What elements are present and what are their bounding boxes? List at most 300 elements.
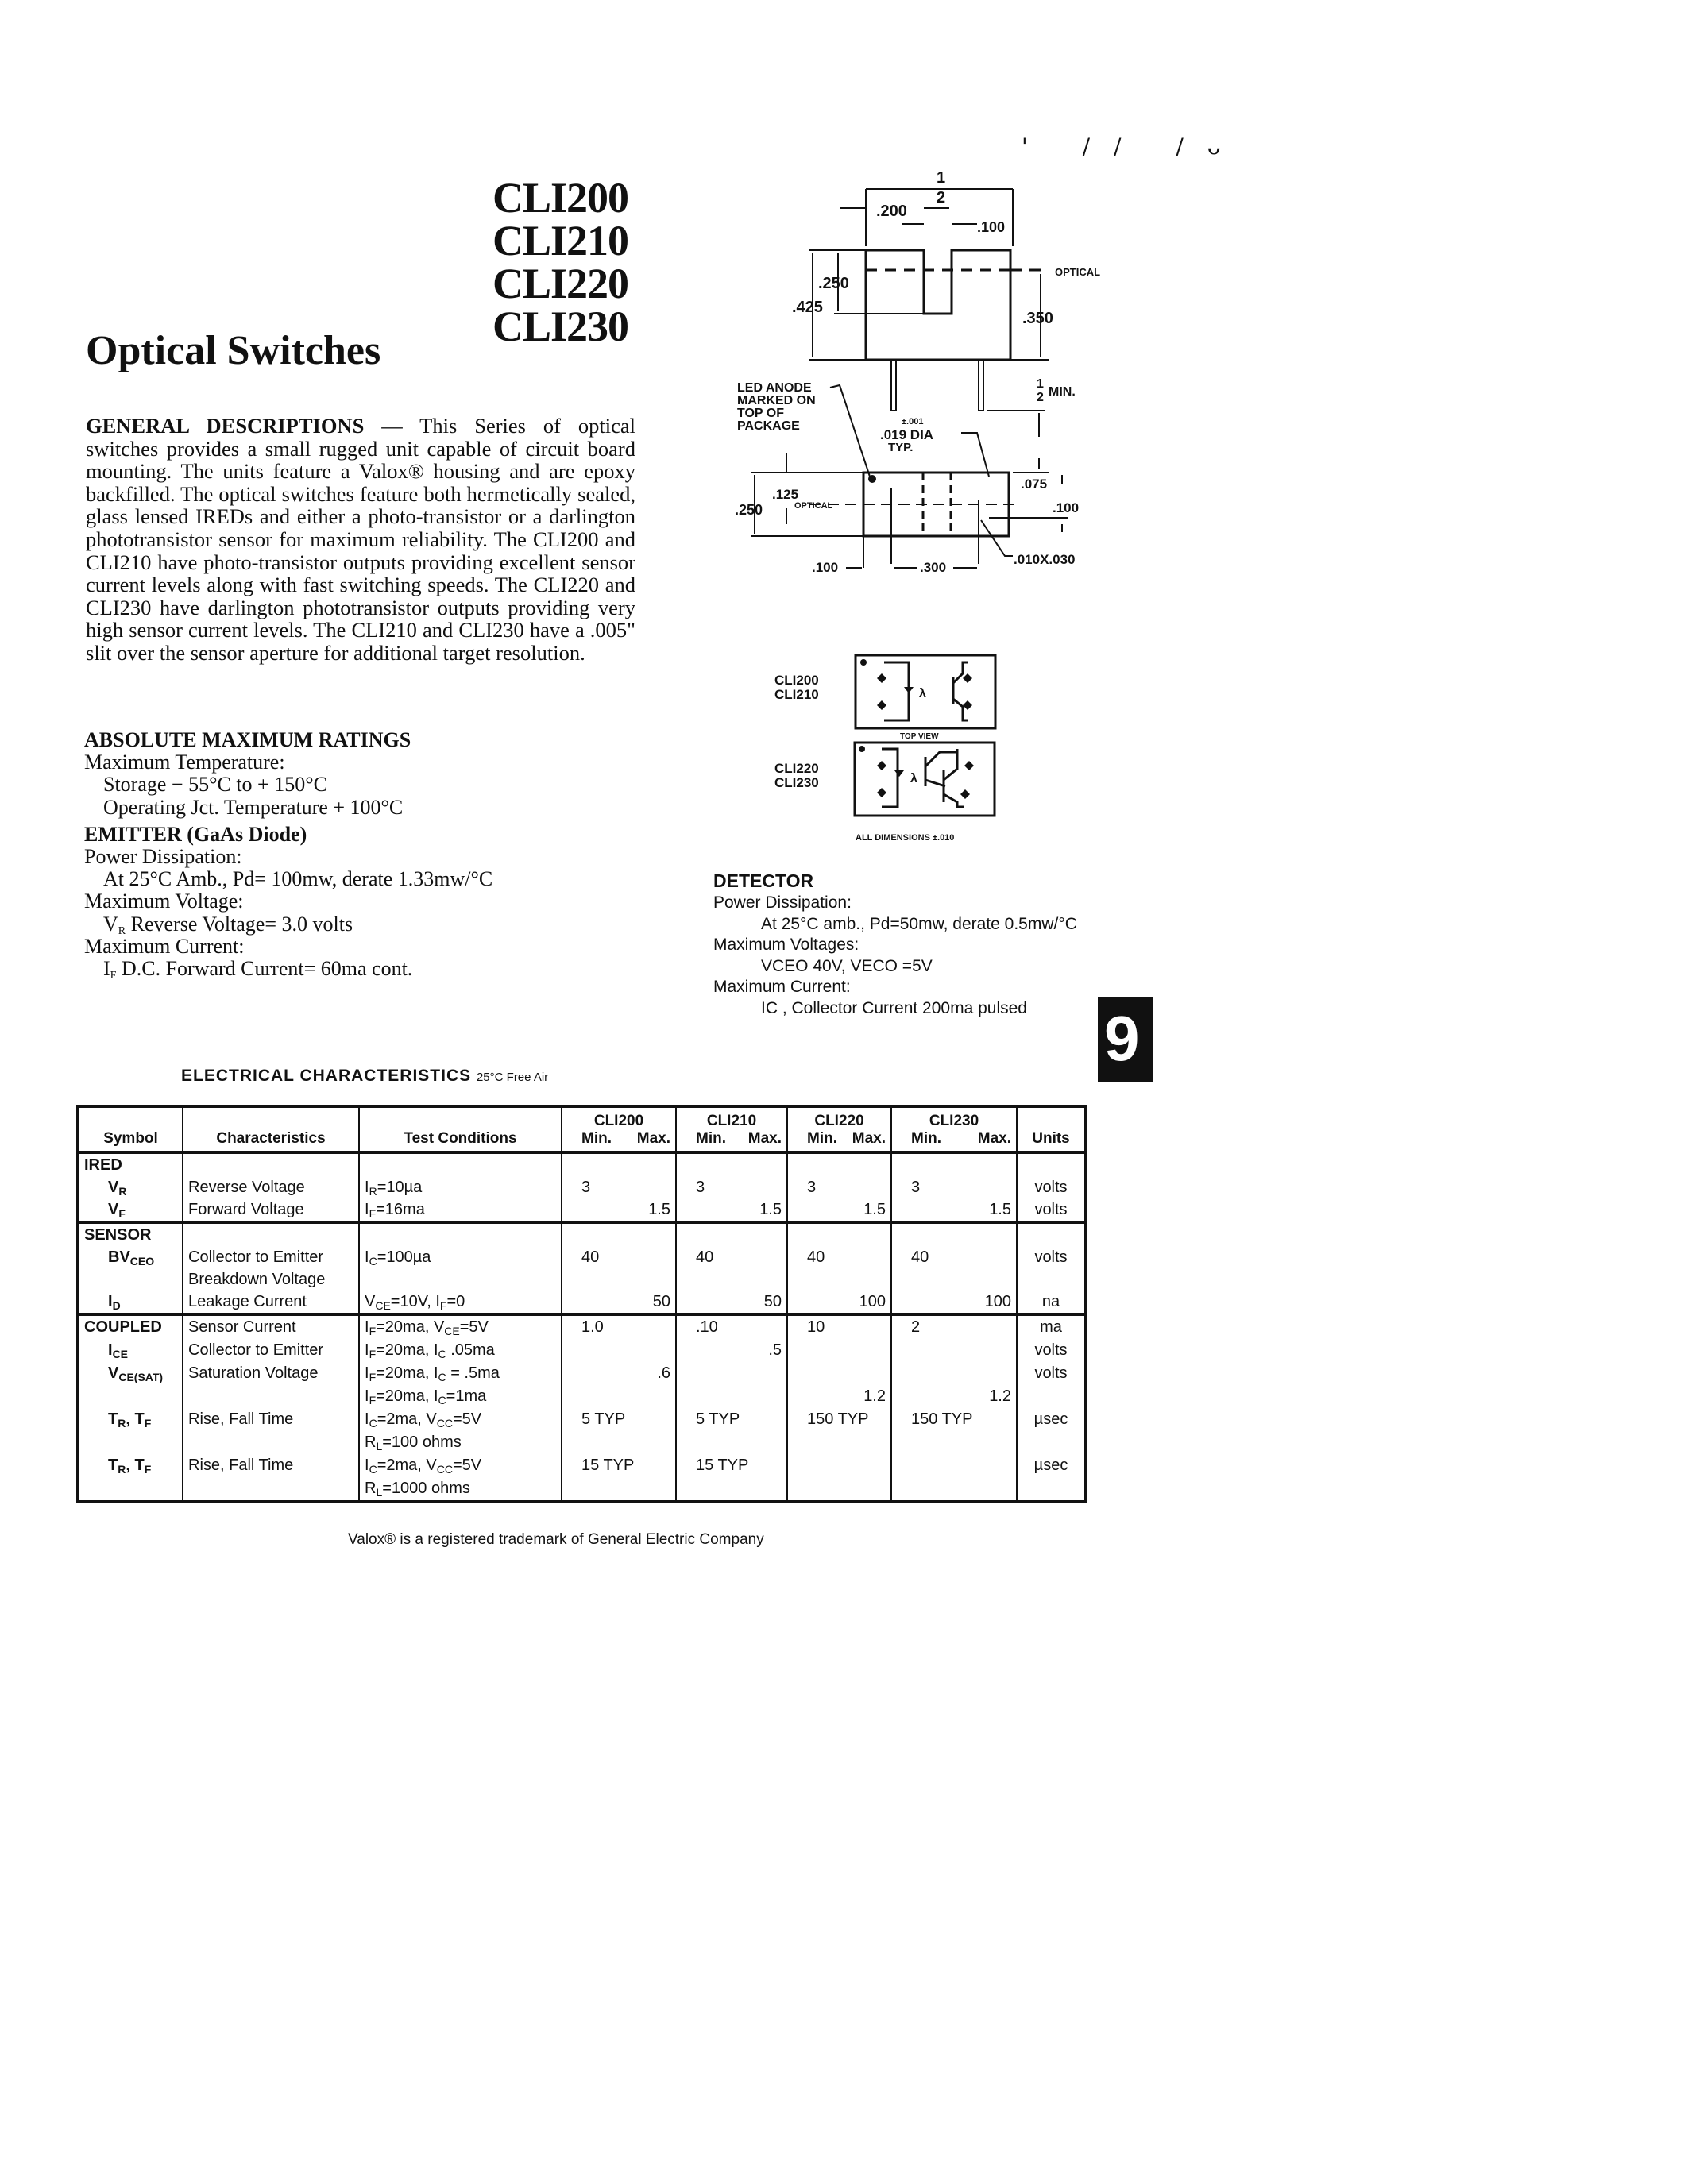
header-units: Units bbox=[1017, 1106, 1086, 1152]
value-line bbox=[897, 1268, 1011, 1291]
value-line bbox=[682, 1362, 782, 1385]
value-line bbox=[567, 1224, 670, 1246]
text: =20ma, I bbox=[376, 1341, 438, 1359]
table-title: ELECTRICAL CHARACTERISTICS bbox=[181, 1067, 472, 1085]
schematic-label: CLI200 bbox=[774, 673, 819, 688]
min-value bbox=[682, 1154, 696, 1176]
value-line bbox=[897, 1339, 1011, 1362]
value-line bbox=[897, 1316, 1011, 1339]
text: =5V bbox=[452, 1457, 482, 1474]
header-device bbox=[787, 1106, 891, 1152]
text: =5V bbox=[459, 1318, 489, 1336]
header-device bbox=[891, 1106, 1017, 1152]
value-cell bbox=[676, 1314, 787, 1502]
callout-label: PACKAGE bbox=[737, 419, 800, 433]
section-row-sensor bbox=[78, 1222, 1086, 1314]
unit-line: volts bbox=[1034, 1179, 1068, 1196]
characteristics-cell bbox=[183, 1222, 359, 1314]
min-value bbox=[682, 1268, 696, 1291]
dim-label: .075 bbox=[1021, 477, 1048, 492]
text: I bbox=[365, 1364, 369, 1382]
min-value: 40 bbox=[807, 1248, 825, 1266]
value-line bbox=[567, 1316, 670, 1339]
schematic-label: CLI220 bbox=[774, 761, 819, 776]
unit-line bbox=[1022, 1431, 1080, 1454]
dim-label: MIN. bbox=[1049, 385, 1076, 399]
max-value: 1.2 bbox=[863, 1387, 886, 1405]
condition-line bbox=[365, 1198, 556, 1221]
test-condition-cell bbox=[359, 1314, 562, 1502]
min-value bbox=[567, 1198, 581, 1221]
min-value: .10 bbox=[696, 1318, 718, 1336]
min-value: 15 TYP bbox=[696, 1457, 749, 1474]
min-value bbox=[567, 1291, 581, 1313]
min-value bbox=[682, 1477, 696, 1500]
subscript: CC bbox=[436, 1463, 453, 1476]
dim-label: 1 bbox=[1037, 377, 1044, 391]
model-number: CLI200 bbox=[492, 174, 629, 222]
condition-line bbox=[365, 1268, 556, 1291]
value-line bbox=[793, 1198, 886, 1221]
max-value: 50 bbox=[763, 1293, 782, 1310]
text: =2ma, V bbox=[377, 1457, 437, 1474]
max-label: Max. bbox=[636, 1130, 670, 1147]
min-label: Min. bbox=[581, 1130, 612, 1147]
text: I bbox=[365, 1387, 369, 1405]
unit-line: ma bbox=[1040, 1318, 1062, 1336]
symbol-line bbox=[84, 1291, 177, 1313]
characteristic-line bbox=[188, 1154, 353, 1176]
schematic-top-views bbox=[715, 643, 1160, 858]
subscript: R bbox=[118, 924, 126, 937]
value-line bbox=[567, 1385, 670, 1408]
condition-line bbox=[365, 1176, 556, 1198]
tolerance-note: ALL DIMENSIONS ±.010 bbox=[856, 833, 955, 843]
page-title: Optical Switches bbox=[86, 328, 381, 373]
characteristic-line: Breakdown Voltage bbox=[188, 1271, 326, 1288]
symbol-line bbox=[84, 1316, 177, 1339]
detector-line: Power Dissipation: bbox=[713, 893, 852, 912]
value-line bbox=[897, 1224, 1011, 1246]
value: D.C. Forward Current= 60ma cont. bbox=[116, 957, 413, 981]
ratings-line: Operating Jct. Temperature + 100°C bbox=[103, 795, 404, 819]
text: IRED bbox=[84, 1156, 122, 1174]
value-line bbox=[567, 1362, 670, 1385]
device-name: CLI200 bbox=[593, 1113, 644, 1129]
min-value bbox=[567, 1268, 581, 1291]
min-value bbox=[793, 1224, 807, 1246]
min-value: 2 bbox=[911, 1318, 921, 1336]
max-label: Max. bbox=[977, 1130, 1011, 1147]
subscript: L bbox=[376, 1486, 383, 1499]
subscript: F bbox=[144, 1463, 152, 1476]
detector-line: VCEO 40V, VECO =5V bbox=[761, 956, 933, 975]
min-value bbox=[793, 1291, 807, 1313]
detector-heading: DETECTOR bbox=[713, 870, 814, 891]
dim-label: ±.001 bbox=[902, 417, 924, 426]
section-number: 9 bbox=[1104, 1003, 1140, 1074]
header-device bbox=[676, 1106, 787, 1152]
subscript: C bbox=[438, 1394, 446, 1406]
subscript: C bbox=[438, 1348, 446, 1360]
section-tab bbox=[1098, 997, 1153, 1082]
description-lead: GENERAL DESCRIPTIONS bbox=[86, 414, 365, 438]
subscript: C bbox=[438, 1371, 446, 1383]
symbol: I bbox=[103, 957, 110, 981]
characteristics-cell bbox=[183, 1152, 359, 1222]
min-value bbox=[897, 1431, 911, 1454]
value-line bbox=[793, 1316, 886, 1339]
value-line bbox=[793, 1408, 886, 1431]
min-value bbox=[897, 1198, 911, 1221]
min-value bbox=[793, 1477, 807, 1500]
subscript: F bbox=[110, 970, 117, 982]
value-line bbox=[897, 1477, 1011, 1500]
min-value bbox=[793, 1339, 807, 1362]
table-title-note: 25°C Free Air bbox=[476, 1071, 549, 1084]
min-value bbox=[567, 1362, 581, 1385]
text: .05ma bbox=[446, 1341, 495, 1359]
min-label: Min. bbox=[696, 1130, 726, 1147]
value-line bbox=[682, 1246, 782, 1268]
subscript: F bbox=[369, 1371, 377, 1383]
value-line bbox=[793, 1224, 886, 1246]
symbol-line bbox=[84, 1176, 177, 1198]
dim-label: .250 bbox=[818, 275, 849, 292]
schematic-label: CLI230 bbox=[774, 775, 819, 790]
value-line bbox=[567, 1176, 670, 1198]
min-value: 3 bbox=[911, 1179, 921, 1196]
subscript: D bbox=[112, 1299, 121, 1312]
min-value bbox=[897, 1385, 911, 1408]
text: COUPLED bbox=[84, 1318, 162, 1336]
min-value: 150 TYP bbox=[911, 1410, 973, 1428]
dim-label: .350 bbox=[1022, 310, 1053, 327]
unit-line bbox=[1022, 1268, 1080, 1291]
text: =0 bbox=[446, 1293, 465, 1310]
min-value bbox=[682, 1224, 696, 1246]
min-value: 3 bbox=[807, 1179, 817, 1196]
header-symbol: Symbol bbox=[78, 1106, 183, 1152]
unit-line bbox=[1022, 1385, 1080, 1408]
subscript: R bbox=[118, 1463, 126, 1476]
min-value bbox=[793, 1385, 807, 1408]
value-line bbox=[682, 1268, 782, 1291]
subscript: F bbox=[118, 1207, 126, 1220]
dim-label: 2 bbox=[937, 189, 946, 206]
subscript: R bbox=[369, 1185, 377, 1198]
dim-label: .010X.030 bbox=[1014, 552, 1076, 567]
units-cell bbox=[1017, 1222, 1086, 1314]
symbol-line bbox=[84, 1385, 177, 1408]
min-max bbox=[682, 1130, 782, 1148]
symbol-cell bbox=[78, 1314, 183, 1502]
ratings-line: Storage − 55°C to + 150°C bbox=[103, 773, 327, 797]
subscript: CE(SAT) bbox=[118, 1371, 164, 1383]
min-value bbox=[793, 1431, 807, 1454]
condition-line bbox=[365, 1408, 556, 1431]
condition-line bbox=[365, 1477, 556, 1500]
subscript: L bbox=[376, 1440, 383, 1453]
condition-line bbox=[365, 1362, 556, 1385]
dim-label: .250 bbox=[735, 502, 763, 518]
dim-label: OPTICAL bbox=[1055, 266, 1101, 278]
text: I bbox=[365, 1201, 369, 1218]
value-line bbox=[682, 1291, 782, 1313]
text: , T bbox=[126, 1410, 145, 1428]
value-cell bbox=[562, 1222, 676, 1314]
text: I bbox=[365, 1410, 369, 1428]
value-line bbox=[793, 1268, 886, 1291]
value-cell bbox=[891, 1222, 1017, 1314]
section-row-ired bbox=[78, 1152, 1086, 1222]
min-value: 1.0 bbox=[581, 1318, 604, 1336]
value-line bbox=[682, 1154, 782, 1176]
model-number: CLI230 bbox=[492, 303, 629, 350]
ratings-heading: ABSOLUTE MAXIMUM RATINGS bbox=[84, 728, 411, 751]
subscript: F bbox=[439, 1299, 447, 1312]
min-value bbox=[897, 1362, 911, 1385]
subscript: CC bbox=[436, 1417, 453, 1430]
value-line bbox=[682, 1385, 782, 1408]
min-value bbox=[897, 1339, 911, 1362]
characteristic-line bbox=[188, 1431, 353, 1454]
min-label: Min. bbox=[807, 1130, 837, 1147]
emitter-heading: EMITTER (GaAs Diode) bbox=[84, 822, 307, 846]
device-name: CLI220 bbox=[814, 1113, 864, 1129]
ratings-line bbox=[84, 913, 656, 936]
symbol: V bbox=[103, 912, 118, 936]
symbol-line bbox=[84, 1224, 177, 1246]
symbol-cell bbox=[78, 1222, 183, 1314]
condition-line bbox=[365, 1339, 556, 1362]
symbol-line bbox=[84, 1198, 177, 1221]
characteristic-line: Rise, Fall Time bbox=[188, 1410, 294, 1428]
max-value: 50 bbox=[652, 1293, 670, 1310]
header-device bbox=[562, 1106, 676, 1152]
characteristic-line: Rise, Fall Time bbox=[188, 1457, 294, 1474]
condition-line bbox=[365, 1385, 556, 1408]
subscript: R bbox=[118, 1185, 127, 1198]
text: =1000 ohms bbox=[382, 1480, 470, 1497]
dim-label: .425 bbox=[792, 299, 823, 316]
max-value: 1.2 bbox=[989, 1387, 1011, 1405]
text: =20ma, V bbox=[376, 1318, 445, 1336]
dim-label: .125 bbox=[772, 487, 799, 502]
unit-line: µsec bbox=[1033, 1457, 1068, 1474]
characteristic-line bbox=[188, 1385, 353, 1408]
value-line bbox=[793, 1154, 886, 1176]
max-label: Max. bbox=[747, 1130, 782, 1147]
text: R bbox=[365, 1480, 377, 1497]
model-number: CLI220 bbox=[492, 260, 629, 307]
min-value bbox=[897, 1454, 911, 1477]
min-max bbox=[793, 1130, 886, 1148]
subscript: F bbox=[369, 1325, 377, 1337]
ratings-line: At 25°C Amb., Pd= 100mw, derate 1.33mw/°C bbox=[103, 867, 493, 891]
unit-line: volts bbox=[1034, 1364, 1068, 1382]
value-line bbox=[793, 1477, 886, 1500]
value-line bbox=[793, 1362, 886, 1385]
unit-line: na bbox=[1041, 1293, 1060, 1310]
unit-line: µsec bbox=[1033, 1410, 1068, 1428]
dim-label: .100 bbox=[812, 560, 839, 575]
dim-label: OPTICAL bbox=[794, 501, 833, 511]
dim-label: .019 DIA bbox=[880, 427, 934, 442]
min-value: 150 TYP bbox=[807, 1410, 869, 1428]
top-view-label: TOP VIEW bbox=[900, 732, 939, 741]
min-value bbox=[793, 1154, 807, 1176]
min-value bbox=[897, 1154, 911, 1176]
value-line bbox=[897, 1176, 1011, 1198]
text: V bbox=[108, 1364, 119, 1382]
text: I bbox=[365, 1179, 369, 1196]
value-cell bbox=[787, 1314, 891, 1502]
symbol-line bbox=[84, 1408, 177, 1431]
characteristic-line: Reverse Voltage bbox=[188, 1179, 305, 1196]
dim-label: 2 bbox=[1037, 391, 1044, 404]
text: SENSOR bbox=[84, 1226, 152, 1244]
detector-ratings bbox=[713, 869, 1158, 1020]
value-line bbox=[567, 1268, 670, 1291]
unit-line: volts bbox=[1034, 1201, 1068, 1218]
value-line bbox=[897, 1291, 1011, 1313]
symbol-line bbox=[84, 1362, 177, 1385]
value-line bbox=[682, 1339, 782, 1362]
min-max bbox=[897, 1130, 1011, 1148]
package-dimension-drawing bbox=[715, 167, 1144, 651]
value-line bbox=[567, 1291, 670, 1313]
value-line bbox=[793, 1176, 886, 1198]
lambda-symbol: λ bbox=[910, 772, 917, 785]
detector-line: Maximum Current: bbox=[713, 978, 851, 997]
callout-label: TOP OF bbox=[737, 407, 784, 420]
dim-label: .100 bbox=[977, 219, 1006, 235]
value-line bbox=[897, 1408, 1011, 1431]
min-value bbox=[567, 1224, 581, 1246]
max-value: 1.5 bbox=[863, 1201, 886, 1218]
value-cell bbox=[562, 1314, 676, 1502]
min-label: Min. bbox=[911, 1130, 941, 1147]
characteristics-cell bbox=[183, 1314, 359, 1502]
value-line bbox=[682, 1176, 782, 1198]
lambda-symbol: λ bbox=[919, 687, 926, 700]
value-line bbox=[793, 1246, 886, 1268]
max-value: 1.5 bbox=[648, 1201, 670, 1218]
symbol-cell bbox=[78, 1152, 183, 1222]
value-line bbox=[793, 1339, 886, 1362]
symbol-line bbox=[84, 1454, 177, 1477]
max-value: 100 bbox=[984, 1293, 1011, 1310]
test-condition-cell bbox=[359, 1222, 562, 1314]
subscript: CEO bbox=[129, 1255, 155, 1268]
model-numbers bbox=[492, 176, 628, 348]
condition-line bbox=[365, 1224, 556, 1246]
subscript: F bbox=[144, 1417, 152, 1430]
min-value bbox=[897, 1224, 911, 1246]
min-value: 5 TYP bbox=[581, 1410, 626, 1428]
min-value: 5 TYP bbox=[696, 1410, 740, 1428]
general-description bbox=[86, 415, 635, 665]
subscript: F bbox=[369, 1394, 377, 1406]
text: =10V, I bbox=[390, 1293, 440, 1310]
subscript: F bbox=[369, 1348, 377, 1360]
symbol-line bbox=[84, 1477, 177, 1500]
min-value bbox=[682, 1362, 696, 1385]
min-value bbox=[793, 1198, 807, 1221]
characteristic-line: Saturation Voltage bbox=[188, 1364, 319, 1382]
value-line bbox=[567, 1477, 670, 1500]
detector-line: IC , Collector Current 200ma pulsed bbox=[761, 998, 1027, 1017]
unit-line: volts bbox=[1034, 1341, 1068, 1359]
value-cell bbox=[787, 1222, 891, 1314]
min-value: 3 bbox=[696, 1179, 705, 1196]
value-line bbox=[567, 1198, 670, 1221]
text: I bbox=[108, 1341, 113, 1359]
value-line bbox=[682, 1408, 782, 1431]
min-value: 15 TYP bbox=[581, 1457, 635, 1474]
text: =20ma, I bbox=[376, 1364, 438, 1382]
text: =16ma bbox=[376, 1201, 425, 1218]
value-line bbox=[682, 1431, 782, 1454]
text: = .5ma bbox=[446, 1364, 500, 1382]
detector-line: At 25°C amb., Pd=50mw, derate 0.5mw/°C bbox=[761, 914, 1077, 933]
characteristic-line: Sensor Current bbox=[188, 1318, 296, 1336]
value-line bbox=[897, 1362, 1011, 1385]
units-cell bbox=[1017, 1152, 1086, 1222]
ratings-line: Maximum Current: bbox=[84, 934, 245, 958]
text: T bbox=[108, 1410, 118, 1428]
callout-label: MARKED ON bbox=[737, 394, 816, 407]
condition-line bbox=[365, 1291, 556, 1313]
value-line bbox=[567, 1339, 670, 1362]
symbol-line bbox=[84, 1431, 177, 1454]
condition-line bbox=[365, 1316, 556, 1339]
max-value: .6 bbox=[657, 1364, 670, 1382]
characteristic-line: Collector to Emitter bbox=[188, 1248, 324, 1266]
value-cell bbox=[676, 1152, 787, 1222]
ratings-line bbox=[84, 958, 656, 980]
max-label: Max. bbox=[852, 1130, 886, 1147]
value-cell bbox=[787, 1152, 891, 1222]
min-value: 40 bbox=[911, 1248, 929, 1266]
value-line bbox=[897, 1154, 1011, 1176]
text: =2ma, V bbox=[377, 1410, 437, 1428]
value-line bbox=[682, 1477, 782, 1500]
test-condition-cell bbox=[359, 1152, 562, 1222]
text: =1ma bbox=[446, 1387, 487, 1405]
min-value: 40 bbox=[696, 1248, 714, 1266]
units-cell bbox=[1017, 1314, 1086, 1502]
max-value: .5 bbox=[768, 1341, 782, 1359]
symbol-line bbox=[84, 1154, 177, 1176]
min-value bbox=[567, 1154, 581, 1176]
min-value: 10 bbox=[807, 1318, 825, 1336]
text: V bbox=[365, 1293, 376, 1310]
text: , T bbox=[126, 1457, 145, 1474]
dim-label: TYP. bbox=[888, 441, 914, 454]
value-line bbox=[897, 1246, 1011, 1268]
condition-line bbox=[365, 1154, 556, 1176]
text: BV bbox=[108, 1248, 130, 1266]
subscript: C bbox=[369, 1417, 377, 1430]
subscript: CE bbox=[375, 1299, 391, 1312]
value-line bbox=[897, 1431, 1011, 1454]
header-test-conditions: Test Conditions bbox=[359, 1106, 562, 1152]
symbol-line bbox=[84, 1268, 177, 1291]
subscript: F bbox=[369, 1207, 377, 1220]
subscript: R bbox=[118, 1417, 126, 1430]
